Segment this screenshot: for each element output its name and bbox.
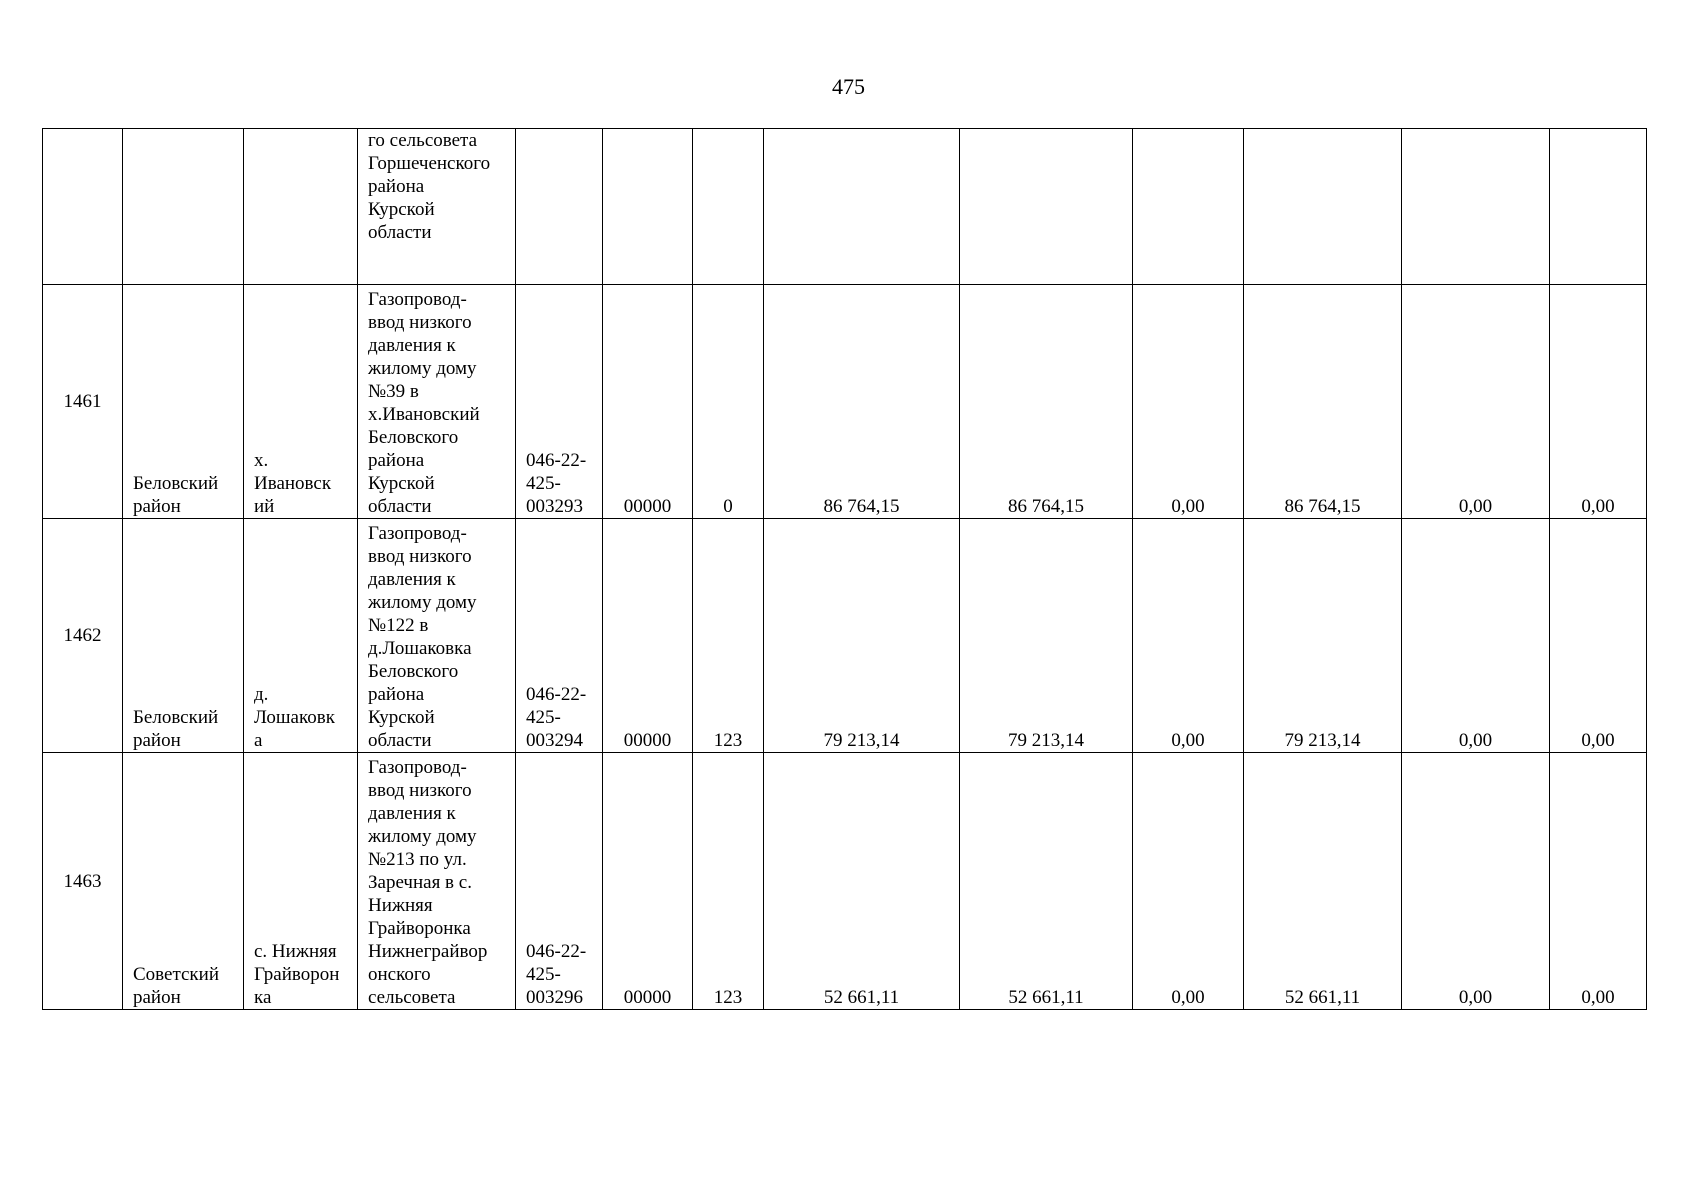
text-line: давления к xyxy=(368,803,456,824)
text-line: Газопровод- xyxy=(368,757,467,778)
cell-value-2 xyxy=(960,129,1133,285)
text-line: 425- xyxy=(526,473,561,494)
cell-qty xyxy=(693,129,764,285)
cell-district xyxy=(123,753,244,1010)
cell-value-2: 86 764,15 xyxy=(960,285,1133,519)
cell-reg-number xyxy=(516,753,603,1010)
cell-code: 00000 xyxy=(603,753,693,1010)
cell-value-1: 52 661,11 xyxy=(764,753,960,1010)
text-line: жилому дому xyxy=(368,826,477,847)
cell-value-3: 0,00 xyxy=(1133,285,1244,519)
cell-value-4: 86 764,15 xyxy=(1244,285,1402,519)
text-line: ввод низкого xyxy=(368,546,472,567)
text-line: №213 по ул. xyxy=(368,849,467,870)
text-line: Заречная в с. xyxy=(368,872,472,893)
cell-value-3: 0,00 xyxy=(1133,753,1244,1010)
text-line: онского xyxy=(368,964,431,985)
text-line: Грайворонка xyxy=(368,918,471,939)
table-row-continuation xyxy=(43,129,1647,285)
text-line: 003296 xyxy=(526,987,583,1008)
text-line: Беловский xyxy=(133,707,219,728)
cell-object-name xyxy=(358,753,516,1010)
text-line: области xyxy=(368,496,432,517)
cell-district xyxy=(123,519,244,753)
cell-district xyxy=(123,129,244,285)
text-line: жилому дому xyxy=(368,358,477,379)
cell-value-1: 79 213,14 xyxy=(764,519,960,753)
cell-reg-number xyxy=(516,129,603,285)
cell-qty: 123 xyxy=(693,753,764,1010)
text-line: Горшеченского xyxy=(368,153,491,174)
cell-settlement xyxy=(244,129,358,285)
text-line: ввод низкого xyxy=(368,312,472,333)
cell-qty: 0 xyxy=(693,285,764,519)
text-line: Нижнеграйвор xyxy=(368,941,488,962)
text-line: 003294 xyxy=(526,730,583,751)
text-line: Курской xyxy=(368,473,435,494)
text-line: 003293 xyxy=(526,496,583,517)
cell-value-2: 52 661,11 xyxy=(960,753,1133,1010)
text-line: 425- xyxy=(526,707,561,728)
cell-value-5: 0,00 xyxy=(1402,753,1550,1010)
table-row xyxy=(43,285,1647,519)
text-line: 046-22- xyxy=(526,941,587,962)
text-line: район xyxy=(133,730,181,751)
text-line: х. xyxy=(254,450,269,471)
cell-code: 00000 xyxy=(603,285,693,519)
text-line: ий xyxy=(254,496,275,517)
text-line: Курской xyxy=(368,707,435,728)
cell-value-6: 0,00 xyxy=(1550,285,1647,519)
cell-code xyxy=(603,129,693,285)
cell-object-name xyxy=(358,285,516,519)
text-line: Лошаковк xyxy=(254,707,335,728)
cell-settlement xyxy=(244,519,358,753)
text-line: №122 в xyxy=(368,615,429,636)
cell-settlement xyxy=(244,753,358,1010)
cell-value-2: 79 213,14 xyxy=(960,519,1133,753)
cell-value-3: 0,00 xyxy=(1133,519,1244,753)
text-line: д. xyxy=(254,684,269,705)
text-line: Беловский xyxy=(133,473,219,494)
text-line: давления к xyxy=(368,569,456,590)
text-line: го сельсовета xyxy=(368,130,478,151)
text-line: 046-22- xyxy=(526,450,587,471)
cell-value-6: 0,00 xyxy=(1550,519,1647,753)
text-line: Беловского xyxy=(368,661,459,682)
text-line: района xyxy=(368,176,425,197)
cell-code: 00000 xyxy=(603,519,693,753)
cell-value-6 xyxy=(1550,129,1647,285)
cell-value-4: 79 213,14 xyxy=(1244,519,1402,753)
text-line: района xyxy=(368,684,425,705)
text-line: №39 в xyxy=(368,381,419,402)
cell-num: 1463 xyxy=(43,753,123,1010)
text-line: Газопровод- xyxy=(368,289,467,310)
cell-qty: 123 xyxy=(693,519,764,753)
cell-value-4: 52 661,11 xyxy=(1244,753,1402,1010)
cell-object-name xyxy=(358,129,516,285)
cell-num: 1462 xyxy=(43,519,123,753)
text-line: Беловского xyxy=(368,427,459,448)
cell-num xyxy=(43,129,123,285)
table-row xyxy=(43,753,1647,1010)
text-line: района xyxy=(368,450,425,471)
property-register-table xyxy=(42,128,1647,1010)
text-line: области xyxy=(368,730,432,751)
text-line: жилому дому xyxy=(368,592,477,613)
text-line: д.Лошаковка xyxy=(368,638,472,659)
text-line: Грайворон xyxy=(254,964,340,985)
table-row xyxy=(43,519,1647,753)
text-line: 046-22- xyxy=(526,684,587,705)
cell-value-6: 0,00 xyxy=(1550,753,1647,1010)
cell-value-5 xyxy=(1402,129,1550,285)
cell-value-1: 86 764,15 xyxy=(764,285,960,519)
page-number: 475 xyxy=(832,74,865,99)
cell-object-name xyxy=(358,519,516,753)
cell-num: 1461 xyxy=(43,285,123,519)
text-line: давления к xyxy=(368,335,456,356)
text-line: а xyxy=(254,730,263,751)
text-line: Газопровод- xyxy=(368,523,467,544)
text-line: ка xyxy=(254,987,272,1008)
cell-reg-number xyxy=(516,519,603,753)
cell-value-4 xyxy=(1244,129,1402,285)
text-line: Советский xyxy=(133,964,220,985)
text-line: Курской xyxy=(368,199,435,220)
cell-value-3 xyxy=(1133,129,1244,285)
cell-value-1 xyxy=(764,129,960,285)
text-line: 425- xyxy=(526,964,561,985)
text-line: Нижняя xyxy=(368,895,433,916)
cell-reg-number xyxy=(516,285,603,519)
cell-district xyxy=(123,285,244,519)
text-line: с. Нижняя xyxy=(254,941,337,962)
text-line: Ивановск xyxy=(254,473,332,494)
cell-settlement xyxy=(244,285,358,519)
text-line: сельсовета xyxy=(368,987,456,1008)
cell-value-5: 0,00 xyxy=(1402,285,1550,519)
text-line: х.Ивановский xyxy=(368,404,480,425)
text-line: ввод низкого xyxy=(368,780,472,801)
cell-value-5: 0,00 xyxy=(1402,519,1550,753)
text-line: области xyxy=(368,222,432,243)
text-line: район xyxy=(133,987,181,1008)
text-line: район xyxy=(133,496,181,517)
